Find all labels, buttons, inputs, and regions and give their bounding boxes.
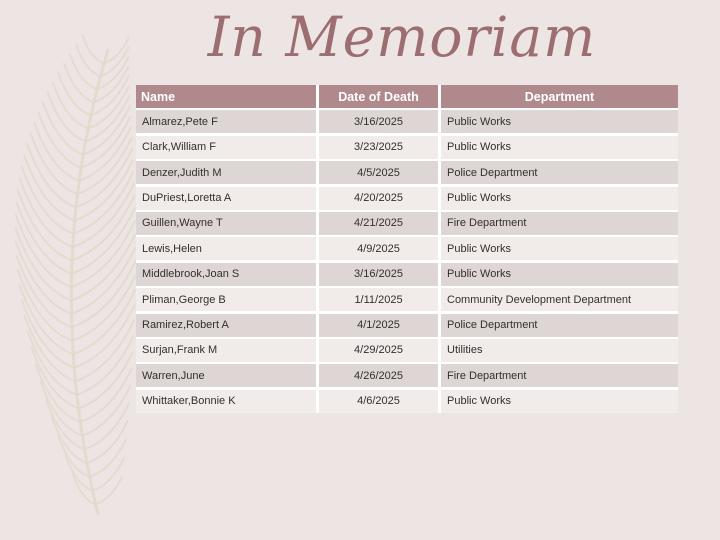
cell-name: Clark,William F bbox=[136, 136, 316, 159]
table-row bbox=[136, 110, 678, 133]
cell-department: Public Works bbox=[441, 237, 678, 260]
cell-department: Public Works bbox=[441, 263, 678, 286]
cell-name: Ramirez,Robert A bbox=[136, 314, 316, 337]
table-row bbox=[136, 364, 678, 387]
cell-department: Police Department bbox=[441, 314, 678, 337]
cell-department: Public Works bbox=[441, 110, 678, 133]
cell-date-of-death: 4/6/2025 bbox=[319, 390, 438, 413]
cell-name: Almarez,Pete F bbox=[136, 110, 316, 133]
cell-department: Police Department bbox=[441, 161, 678, 184]
cell-name: Lewis,Helen bbox=[136, 237, 316, 260]
cell-name: Warren,June bbox=[136, 364, 316, 387]
cell-department: Fire Department bbox=[441, 212, 678, 235]
column-header-name: Name bbox=[136, 85, 316, 108]
cell-date-of-death: 3/16/2025 bbox=[319, 263, 438, 286]
table-row bbox=[136, 187, 678, 210]
cell-name: Pliman,George B bbox=[136, 288, 316, 311]
cell-department: Utilities bbox=[441, 339, 678, 362]
cell-date-of-death: 4/5/2025 bbox=[319, 161, 438, 184]
cell-name: DuPriest,Loretta A bbox=[136, 187, 316, 210]
table-body bbox=[136, 110, 678, 412]
cell-name: Denzer,Judith M bbox=[136, 161, 316, 184]
cell-date-of-death: 1/11/2025 bbox=[319, 288, 438, 311]
table-row bbox=[136, 314, 678, 337]
table-row bbox=[136, 237, 678, 260]
cell-name: Middlebrook,Joan S bbox=[136, 263, 316, 286]
cell-name: Guillen,Wayne T bbox=[136, 212, 316, 235]
cell-name: Surjan,Frank M bbox=[136, 339, 316, 362]
table-row bbox=[136, 288, 678, 311]
table-header-row bbox=[136, 85, 678, 108]
cell-date-of-death: 4/1/2025 bbox=[319, 314, 438, 337]
table-row bbox=[136, 161, 678, 184]
cell-department: Community Development Department bbox=[441, 288, 678, 311]
cell-date-of-death: 4/26/2025 bbox=[319, 364, 438, 387]
table-row bbox=[136, 339, 678, 362]
column-header-date-of-death: Date of Death bbox=[319, 85, 438, 108]
cell-date-of-death: 4/21/2025 bbox=[319, 212, 438, 235]
table-row bbox=[136, 136, 678, 159]
cell-department: Public Works bbox=[441, 390, 678, 413]
page-title: In Memoriam bbox=[207, 5, 597, 69]
memoriam-table bbox=[136, 85, 678, 413]
cell-department: Fire Department bbox=[441, 364, 678, 387]
table-row bbox=[136, 263, 678, 286]
table-row bbox=[136, 212, 678, 235]
table-row bbox=[136, 390, 678, 413]
cell-date-of-death: 3/16/2025 bbox=[319, 110, 438, 133]
cell-date-of-death: 3/23/2025 bbox=[319, 136, 438, 159]
cell-date-of-death: 4/9/2025 bbox=[319, 237, 438, 260]
cell-date-of-death: 4/20/2025 bbox=[319, 187, 438, 210]
cell-department: Public Works bbox=[441, 136, 678, 159]
cell-department: Public Works bbox=[441, 187, 678, 210]
cell-name: Whittaker,Bonnie K bbox=[136, 390, 316, 413]
column-header-department: Department bbox=[441, 85, 678, 108]
cell-date-of-death: 4/29/2025 bbox=[319, 339, 438, 362]
